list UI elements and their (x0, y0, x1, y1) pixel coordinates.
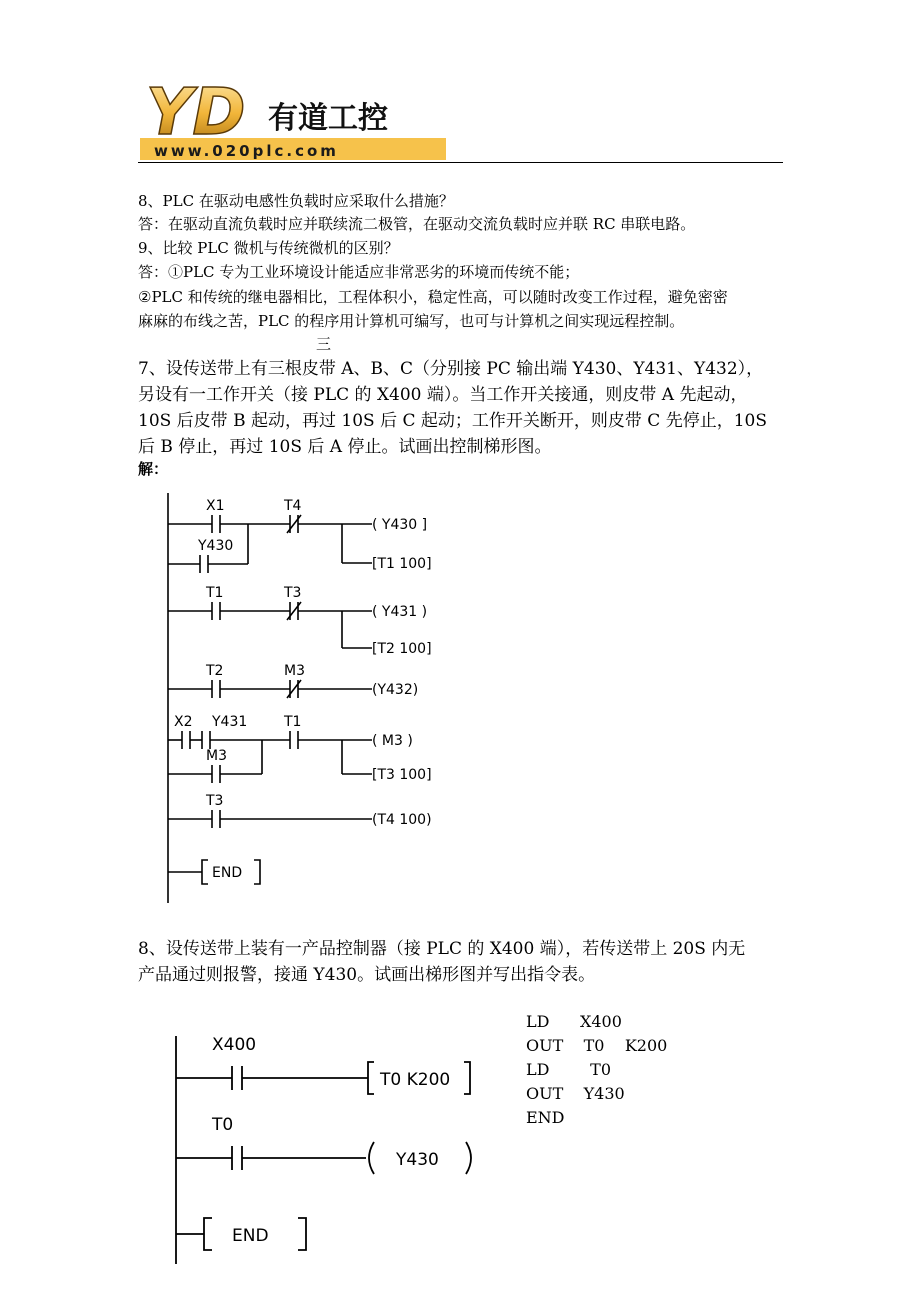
instruction-5: END (526, 1108, 565, 1127)
end-block: END (232, 1226, 269, 1246)
contact-t3-b: T3 (206, 793, 224, 809)
contact-t3: T3 (284, 585, 302, 601)
logo-url: www.020plc.com (154, 142, 339, 160)
contact-y431: Y431 (212, 714, 248, 730)
logo-mark: YD (146, 78, 246, 150)
timer-t0: T0 K200 (380, 1070, 451, 1090)
contact-m3-b: M3 (206, 748, 227, 764)
answer-8: 答：在驱动直流负载时应并联续流二极管，在驱动交流负载时应并联 RC 串联电路。 (138, 215, 696, 233)
coil-m3: ( M3 ) (372, 733, 413, 749)
coil-y430: ( Y430 ] (372, 517, 428, 533)
contact-t2: T2 (206, 663, 224, 679)
answer-9-line2: ②PLC 和传统的继电器相比，工程体积小，稳定性高，可以随时改变工作过程，避免密密 (138, 288, 728, 306)
timer-t1: [T1 100] (372, 556, 432, 572)
problem7-line4: 后 B 停止，再过 10S 后 A 停止。试画出控制梯形图。 (138, 437, 552, 457)
header-divider (138, 162, 783, 163)
instruction-list (526, 1010, 667, 1130)
logo-title: 有道工控 (268, 101, 388, 136)
coil-y432: (Y432) (372, 682, 419, 698)
contact-t1-b: T1 (284, 714, 302, 730)
problem7-line2: 另设有一工作开关（接 PLC 的 X400 端）。当工作开关接通，则皮带 A 先起动， (138, 385, 748, 405)
problem8-line1: 8、设传送带上装有一产品控制器（接 PLC 的 X400 端），若传送带上 20S 内无 (138, 939, 746, 959)
ladder-diagram-7 (150, 488, 470, 908)
question-9: 9、比较 PLC 微机与传统微机的区别？ (138, 239, 399, 257)
coil-y431: ( Y431 ) (372, 604, 428, 620)
brand-logo (140, 78, 446, 162)
contact-t1: T1 (206, 585, 224, 601)
section-mark: 三 (316, 335, 332, 353)
contact-x1: X1 (206, 498, 225, 514)
timer-t2: [T2 100] (372, 641, 432, 657)
problem7-line1: 7、设传送带上有三根皮带 A、B、C（分别接 PC 输出端 Y430、Y431、Y432）， (138, 359, 764, 379)
answer-9-line1: 答：①PLC 专为工业环境设计能适应非常恶劣的环境而传统不能； (138, 263, 580, 281)
ladder-diagram-8 (160, 1030, 500, 1270)
contact-x2: X2 (174, 714, 193, 730)
problem7-line3: 10S 后皮带 B 起动，再过 10S 后 C 起动；工作开关断开，则皮带 C 先停止，10S (138, 411, 767, 431)
timer-t4: (T4 100) (372, 812, 432, 828)
problem8-line2: 产品通过则报警，接通 Y430。试画出梯形图并写出指令表。 (138, 965, 596, 985)
timer-t3: [T3 100] (372, 767, 432, 783)
coil-y430: Y430 (396, 1150, 439, 1170)
contact-y430: Y430 (198, 538, 234, 554)
instruction-4: OUT Y430 (526, 1084, 625, 1103)
contact-t4: T4 (284, 498, 302, 514)
solution-label: 解： (138, 460, 169, 478)
question-8: 8、PLC 在驱动电感性负载时应采取什么措施？ (138, 192, 454, 210)
instruction-1: LD X400 (526, 1012, 622, 1031)
end-block: END (212, 865, 243, 881)
answer-9-line3: 麻麻的布线之苦，PLC 的程序用计算机可编写，也可与计算机之间实现远程控制。 (138, 312, 685, 330)
contact-m3: M3 (284, 663, 305, 679)
contact-x400: X400 (212, 1035, 257, 1055)
instruction-3: LD T0 (526, 1060, 611, 1079)
instruction-2: OUT T0 K200 (526, 1036, 668, 1055)
contact-t0: T0 (212, 1115, 234, 1135)
